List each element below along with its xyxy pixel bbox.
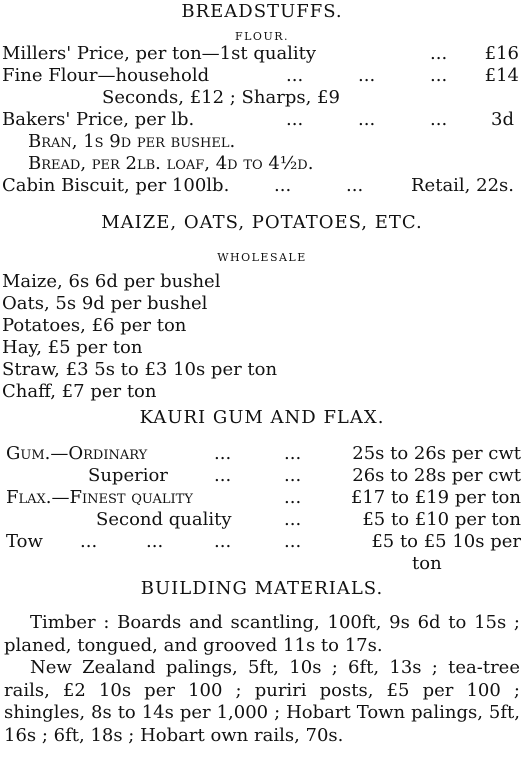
- fine-flour-dots-1: ...: [286, 65, 304, 86]
- tow-dots-2: ...: [146, 531, 164, 552]
- bread-line: Bread, per 2lb. loaf, 4d to 4½d.: [28, 153, 314, 174]
- gum-ordinary-dots-2: ...: [284, 443, 302, 464]
- fine-flour-dots-3: ...: [430, 65, 448, 86]
- tow-dots-4: ...: [284, 531, 302, 552]
- millers-price-label: Millers' Price, per ton—1st quality: [2, 43, 317, 64]
- flax-finest-label: Flax.—Finest quality: [6, 487, 193, 508]
- oats-line: Oats, 5s 9d per bushel: [2, 293, 208, 314]
- cabin-biscuit-label: Cabin Biscuit, per 100lb.: [2, 175, 230, 196]
- gum-superior-price: 26s to 28s per cwt: [352, 465, 521, 486]
- maize-heading: MAIZE, OATS, POTATOES, ETC.: [101, 212, 423, 233]
- timber-paragraph: [4, 612, 520, 657]
- gum-superior-dots-2: ...: [284, 465, 302, 486]
- wholesale-subheading: WHOLESALE: [217, 251, 307, 264]
- cabin-biscuit-price: Retail, 22s.: [411, 175, 514, 196]
- bakers-dots-2: ...: [358, 109, 376, 130]
- bran-line: Bran, 1s 9d per bushel.: [28, 131, 236, 152]
- seconds-line: Seconds, £12 ; Sharps, £9: [102, 87, 340, 108]
- gum-ordinary-price: 25s to 26s per cwt: [352, 443, 521, 464]
- fine-flour-price: £14: [484, 65, 519, 86]
- bakers-price-label: Bakers' Price, per lb.: [2, 109, 195, 130]
- flax-second-dots: ...: [284, 509, 302, 530]
- timber-text: Timber : Boards and scantling, 100ft, 9s 6d to 15s ; planed, tongued, and grooved 11s to 17s.: [4, 612, 520, 656]
- gum-ordinary-label: Gum.—Ordinary: [6, 443, 148, 464]
- building-heading: BUILDING MATERIALS.: [140, 578, 384, 599]
- fine-flour-dots-2: ...: [358, 65, 376, 86]
- breadstuffs-heading: BREADSTUFFS.: [181, 1, 343, 22]
- cabin-biscuit-dots-1: ...: [274, 175, 292, 196]
- tow-label: Tow: [6, 531, 43, 552]
- tow-dots-1: ...: [80, 531, 98, 552]
- flax-second-price: £5 to £10 per ton: [362, 509, 521, 530]
- tow-dots-3: ...: [214, 531, 232, 552]
- maize-line: Maize, 6s 6d per bushel: [2, 271, 221, 292]
- flour-subheading: FLOUR.: [234, 30, 289, 43]
- gum-superior-dots-1: ...: [214, 465, 232, 486]
- bakers-dots-1: ...: [286, 109, 304, 130]
- gum-superior-label: Superior: [88, 465, 168, 486]
- palings-paragraph: [4, 657, 520, 747]
- tow-price-unit: ton: [412, 553, 442, 574]
- bakers-price: 3d: [491, 109, 514, 130]
- bakers-dots-3: ...: [430, 109, 448, 130]
- flax-second-label: Second quality: [96, 509, 232, 530]
- potatoes-line: Potatoes, £6 per ton: [2, 315, 187, 336]
- kauri-heading: KAURI GUM AND FLAX.: [139, 407, 385, 428]
- straw-line: Straw, £3 5s to £3 10s per ton: [2, 359, 278, 380]
- flax-finest-price: £17 to £19 per ton: [350, 487, 521, 508]
- gum-ordinary-dots-1: ...: [214, 443, 232, 464]
- tow-price: £5 to £5 10s per: [371, 531, 521, 552]
- millers-price: £16: [484, 43, 519, 64]
- cabin-biscuit-dots-2: ...: [346, 175, 364, 196]
- palings-text: New Zealand palings, 5ft, 10s ; 6ft, 13s ; tea-tree rails, £2 10s per 100 ; puriri posts, £5 per 100 ; shingles, 8s to 14s per 1,000 ; Hobart Town palings, 5ft, 16s ; 6ft, 18s ; Hobart own rails, 70s.: [4, 657, 520, 746]
- fine-flour-label: Fine Flour—household: [2, 65, 210, 86]
- flax-finest-dots: ...: [284, 487, 302, 508]
- chaff-line: Chaff, £7 per ton: [2, 381, 157, 402]
- hay-line: Hay, £5 per ton: [2, 337, 143, 358]
- millers-dots: ...: [430, 43, 448, 64]
